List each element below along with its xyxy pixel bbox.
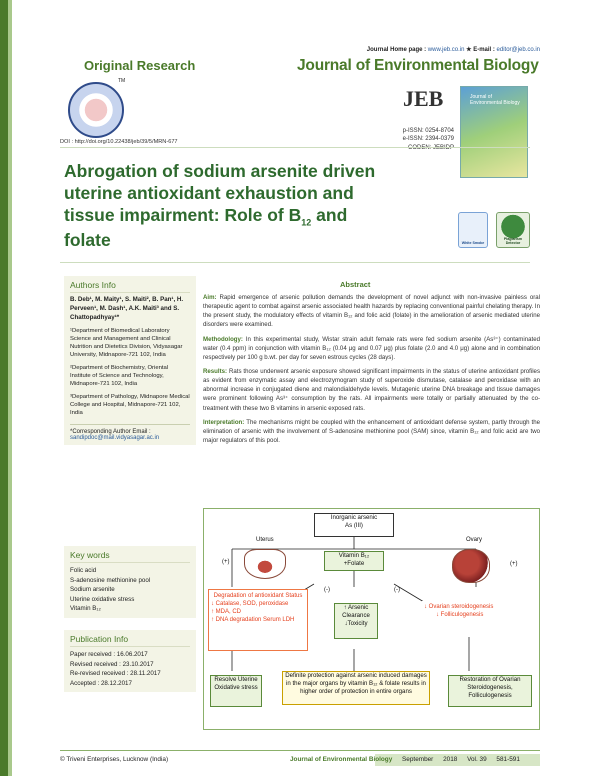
keyword-item: Uterine oxidative stress	[70, 595, 135, 603]
publication-history	[70, 650, 190, 688]
ovary-label: Ovary	[466, 537, 483, 543]
header-divider	[60, 147, 530, 148]
inorganic-label: Inorganic arsenic	[330, 514, 378, 521]
eissn: e-ISSN: 2394-0379	[402, 136, 454, 143]
ovarian-1-text: Ovarian steroidogenesis	[428, 604, 494, 610]
arrow-down-icon: ↓	[344, 619, 348, 627]
plus-marker-left: (+)	[222, 559, 230, 565]
results-text: Rats those underwent arsenic exposure showed significant impairments in the status of uterine antioxidant profiles as evident from enzymatic assay and electrozymogram study of superoxide dismutase, catalase and peroxidase with an abnormal increase in conjugated diene and malondialdehyde levels. Mutagenic uterine DNA breakage and tissue damages were prominent following As³⁺ consumption by the rats. All impairments were totally or partially attenuated by the co-treatment with these two B vitamins in arsenic exposed rats.	[203, 367, 540, 412]
deg-item-1-text: Catalase, SOD, peroxidase	[215, 601, 289, 608]
arrow-down-icon: ↓	[436, 612, 441, 619]
restoration-node: Restoration of Ovarian Steroidogenesis, Folliculogenesis	[448, 675, 532, 707]
degradation-item-3	[211, 616, 305, 624]
ovarian-line-2	[436, 611, 532, 619]
arrow-down-icon: ↓	[211, 601, 216, 608]
vitamin-label: Vitamin B₁₂	[338, 552, 370, 559]
publication-heading: Publication Info	[70, 634, 190, 647]
homepage-label: Journal Home page :	[366, 47, 427, 53]
arrow-up-icon: ↑	[343, 604, 349, 611]
ovarian-effects-box	[422, 601, 534, 637]
authors-info-heading: Authors Info	[70, 280, 190, 293]
footer-journal: Journal of Environmental Biology	[290, 756, 393, 763]
authors-info-box	[64, 276, 196, 445]
publisher: © Triveni Enterprises, Lucknow (India)	[60, 756, 169, 763]
left-color-rail	[0, 0, 8, 776]
degradation-title: Degradation of antioxidant Status	[213, 593, 303, 599]
footer-divider	[60, 750, 540, 751]
title-subscript: 12	[301, 217, 312, 228]
homepage-link[interactable]: www.jeb.co.in	[427, 47, 465, 53]
footer-citation	[290, 756, 520, 763]
footer-month: September	[402, 756, 434, 763]
doi-link[interactable]: DOI : http://doi.org/10.22438/jeb/39/5/MRN-677	[60, 139, 178, 145]
aim-text: Rapid emergence of arsenic pollution demands the development of novel adjunct with non-invasive painless oral therapeutic agent to combat against arsenic associated health hazards by replacing conventional painful chelating therapy. In the present study, the modulatory effects of vitamin B₁₂ and folic acid (folate) in the amelioration of arsenic mediated uterine disorders were examined.	[203, 294, 540, 329]
deg-item-2-text: MDA, CD	[215, 609, 242, 616]
toxicity-text: Toxicity	[347, 619, 368, 627]
title-line-3-text: tissue impairment: Role of B	[64, 205, 302, 226]
arrow-up-icon: ↑	[211, 609, 216, 616]
abstract-body	[203, 293, 540, 450]
degradation-item-1	[211, 600, 305, 608]
definite-protection-node: Definite protection against arsenic induced damages in the major organs by vitamin B₁₂ & folate results in higher order of protection in entire organs	[282, 671, 430, 705]
revised-received: Revised received : 23.10.2017	[70, 660, 154, 668]
degradation-item-2	[211, 608, 305, 616]
inorganic-arsenic-node	[314, 513, 394, 537]
pissn: p-ISSN: 0254-8704	[402, 128, 454, 134]
journal-emblem-icon	[68, 82, 124, 138]
ovarian-line-1	[424, 603, 532, 611]
email-link[interactable]: editor@jeb.co.in	[496, 47, 540, 53]
title-line-3	[64, 204, 424, 229]
graphical-abstract	[203, 508, 540, 730]
vitamin-folate-node	[324, 551, 384, 571]
keyword-list	[70, 566, 190, 614]
white-smoke-badge	[458, 212, 488, 248]
affiliation-3: ³Department of Pathology, Midnapore Medical College and Hospital, Midnapore-721 102, India	[70, 393, 190, 416]
plus-marker-right: (+)	[510, 561, 518, 567]
methodology-text: In this experimental study, Wistar strain adult female rats were fed sodium arsenite (As³⁺) contaminated water (0.4 ppm) in conjunction with vitamin B₁₂ (0.04 μg and 0.07 μg) plus folate (2.0 and 4.0 μg) alone and in combination respectively per 100 g b.wt. per day for seven estrous cycles (28 days).	[203, 335, 540, 361]
trademark-mark: TM	[118, 78, 126, 84]
arrow-up-icon: ↑	[211, 617, 216, 624]
abstract-aim	[203, 293, 540, 330]
keyword-item: S-adenosine methionine pool	[70, 576, 151, 584]
title-line-3-tail: and	[311, 205, 348, 226]
corresponding-label: *Corresponding Author Email :	[70, 424, 190, 435]
ovary-image	[452, 549, 490, 583]
minus-marker-right: (-)	[394, 587, 400, 593]
corresponding-email[interactable]: sandipdoc@mail.vidyasagar.ac.in	[70, 434, 160, 441]
keywords-box	[64, 546, 196, 618]
title-divider	[60, 262, 530, 263]
folate-label: +Folate	[343, 559, 365, 567]
abstract-methodology	[203, 335, 540, 362]
abstract-results	[203, 367, 540, 413]
deg-item-3-text: DNA degradation Serum LDH	[215, 617, 295, 624]
ovarian-2-text: Folliculogenesis	[440, 612, 484, 619]
toxicity-line	[335, 620, 377, 628]
rerevised-received: Re-revised received : 28.11.2017	[70, 670, 161, 678]
uterus-label: Uterus	[256, 537, 274, 543]
plagiarism-label: Plagiarism Detector	[503, 237, 523, 245]
cover-title: Journal of Environmental Biology	[470, 94, 520, 106]
publication-info-box	[64, 630, 196, 692]
resolve-uterine-node: Resolve Uterine Oxidative stress	[210, 675, 262, 707]
jeb-logo: JEB	[403, 86, 444, 111]
affiliation-1: ¹Department of Biomedical Laboratory Science and Management and Clinical Nutrition and Dietetics Division, Vidyasagar University, Midnapore-721 102, India	[70, 327, 183, 358]
arrow-down-icon: ↓	[424, 604, 429, 610]
white-smoke-label: White Smoke	[461, 241, 485, 245]
abstract-interpretation	[203, 418, 540, 445]
email-label: ★ E-mail :	[466, 47, 495, 53]
clearance-text: Arsenic Clearance	[342, 604, 370, 619]
left-color-rail-light	[8, 0, 12, 776]
minus-marker-left: (-)	[324, 587, 330, 593]
footer-year: 2018	[443, 756, 458, 763]
as3-label: As (III)	[345, 521, 363, 529]
interpretation-label: Interpretation:	[203, 418, 245, 426]
article-type: Original Research	[84, 58, 196, 73]
affiliation-2: ²Department of Biochemistry, Oriental Institute of Science and Technology, Midnapore-721 102, India	[70, 364, 169, 387]
aim-label: Aim:	[203, 294, 217, 301]
accepted-date: Accepted : 28.12.2017	[70, 679, 132, 687]
journal-links	[367, 46, 540, 53]
article-title	[64, 160, 424, 252]
title-line-2: uterine antioxidant exhaustion and	[64, 183, 354, 204]
uterus-image	[244, 549, 286, 579]
keyword-item: Vitamin B₁₂	[70, 605, 101, 613]
keyword-item: Folic acid	[70, 567, 97, 574]
keywords-heading: Key words	[70, 550, 190, 563]
title-line-4: folate	[64, 230, 111, 251]
footer-pages: 581-591	[496, 756, 520, 763]
author-list: B. Deb¹, M. Maity¹, S. Maiti², B. Pan¹, H. Perveen¹, M. Dash¹, A.K. Maiti³ and S. Chattopadhyay¹*	[70, 296, 184, 321]
plagiarism-badge	[496, 212, 530, 248]
keyword-item: Sodium arsenite	[70, 586, 115, 594]
degradation-box	[208, 589, 308, 651]
interpretation-text: The mechanisms might be coupled with the enhancement of antioxidant defense system, partly through the elimination of arsenic with the involvement of S-adenosine methionine pool (SAM) since, vitamin B₁₂ and folic acid are two major regulators of this pool.	[203, 418, 540, 444]
paper-received: Paper received : 16.06.2017	[70, 651, 148, 658]
methodology-label: Methodology:	[203, 335, 243, 343]
arsenic-clearance-node	[334, 603, 378, 639]
clearance-line	[335, 604, 377, 620]
journal-identifiers	[390, 127, 454, 152]
results-label: Results:	[203, 367, 228, 375]
title-line-1: Abrogation of sodium arsenite driven	[64, 161, 376, 181]
footer-volume: Vol. 39	[467, 756, 487, 763]
abstract-heading: Abstract	[340, 280, 371, 289]
journal-name: Journal of Environmental Biology	[297, 57, 539, 74]
